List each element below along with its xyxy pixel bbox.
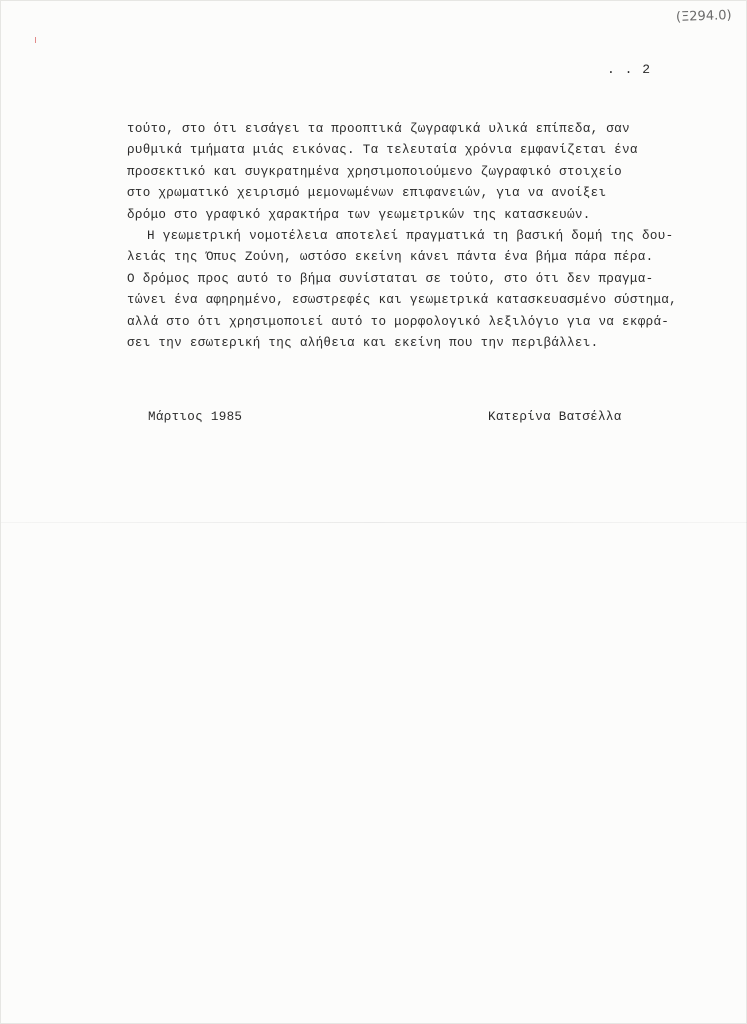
text-line: προσεκτικό και συγκρατημένα χρησιμοποιούμενο ζωγραφικό στοιχείο — [127, 164, 623, 179]
text-line: Ο δρόμος προς αυτό το βήμα συνίσταται σε τούτο, στο ότι δεν πραγμα- — [127, 271, 654, 286]
text-line: λειάς της Όπυς Ζούνη, ωστόσο εκείνη κάνει πάντα ένα βήμα πάρα πέρα. — [127, 250, 654, 265]
text-line: αλλά στο ότι χρησιμοποιεί αυτό το μορφολογικό λεξιλόγιο για να εκφρά- — [127, 314, 670, 329]
text-line: ρυθμικά τμήματα μιάς εικόνας. Τα τελευταία χρόνια εμφανίζεται ένα — [127, 143, 638, 158]
signature-date: Μάρτιος 1985 — [148, 410, 243, 424]
text-line: δρόμο στο γραφικό χαρακτήρα των γεωμετρικών της κατασκευών. — [127, 207, 591, 222]
body-text — [127, 119, 713, 354]
text-line: στο χρωματικό χειρισμό μεμονωμένων επιφανειών, για να ανοίξει — [127, 186, 607, 201]
text-line: τώνει ένα αφηρημένο, εσωστρεφές και γεωμετρικά κατασκευασμένο σύστημα, — [127, 293, 678, 308]
paper-fold-line — [1, 522, 747, 523]
margin-mark — [35, 37, 36, 43]
page-number: . . 2 — [607, 62, 652, 77]
text-line: Η γεωμετρική νομοτέλεια αποτελεί πραγματικά τη βασική δομή της δου- — [147, 229, 674, 244]
text-line: τούτο, στο ότι εισάγει τα προοπτικά ζωγραφικά υλικά επίπεδα, σαν — [127, 122, 630, 136]
text-line: σει την εσωτερική της αλήθεια και εκείνη που την περιβάλλει. — [127, 336, 599, 351]
archive-reference-mark: (Ξ294.0) — [676, 8, 733, 25]
signature-name: Κατερίνα Βατσέλλα — [488, 410, 622, 424]
